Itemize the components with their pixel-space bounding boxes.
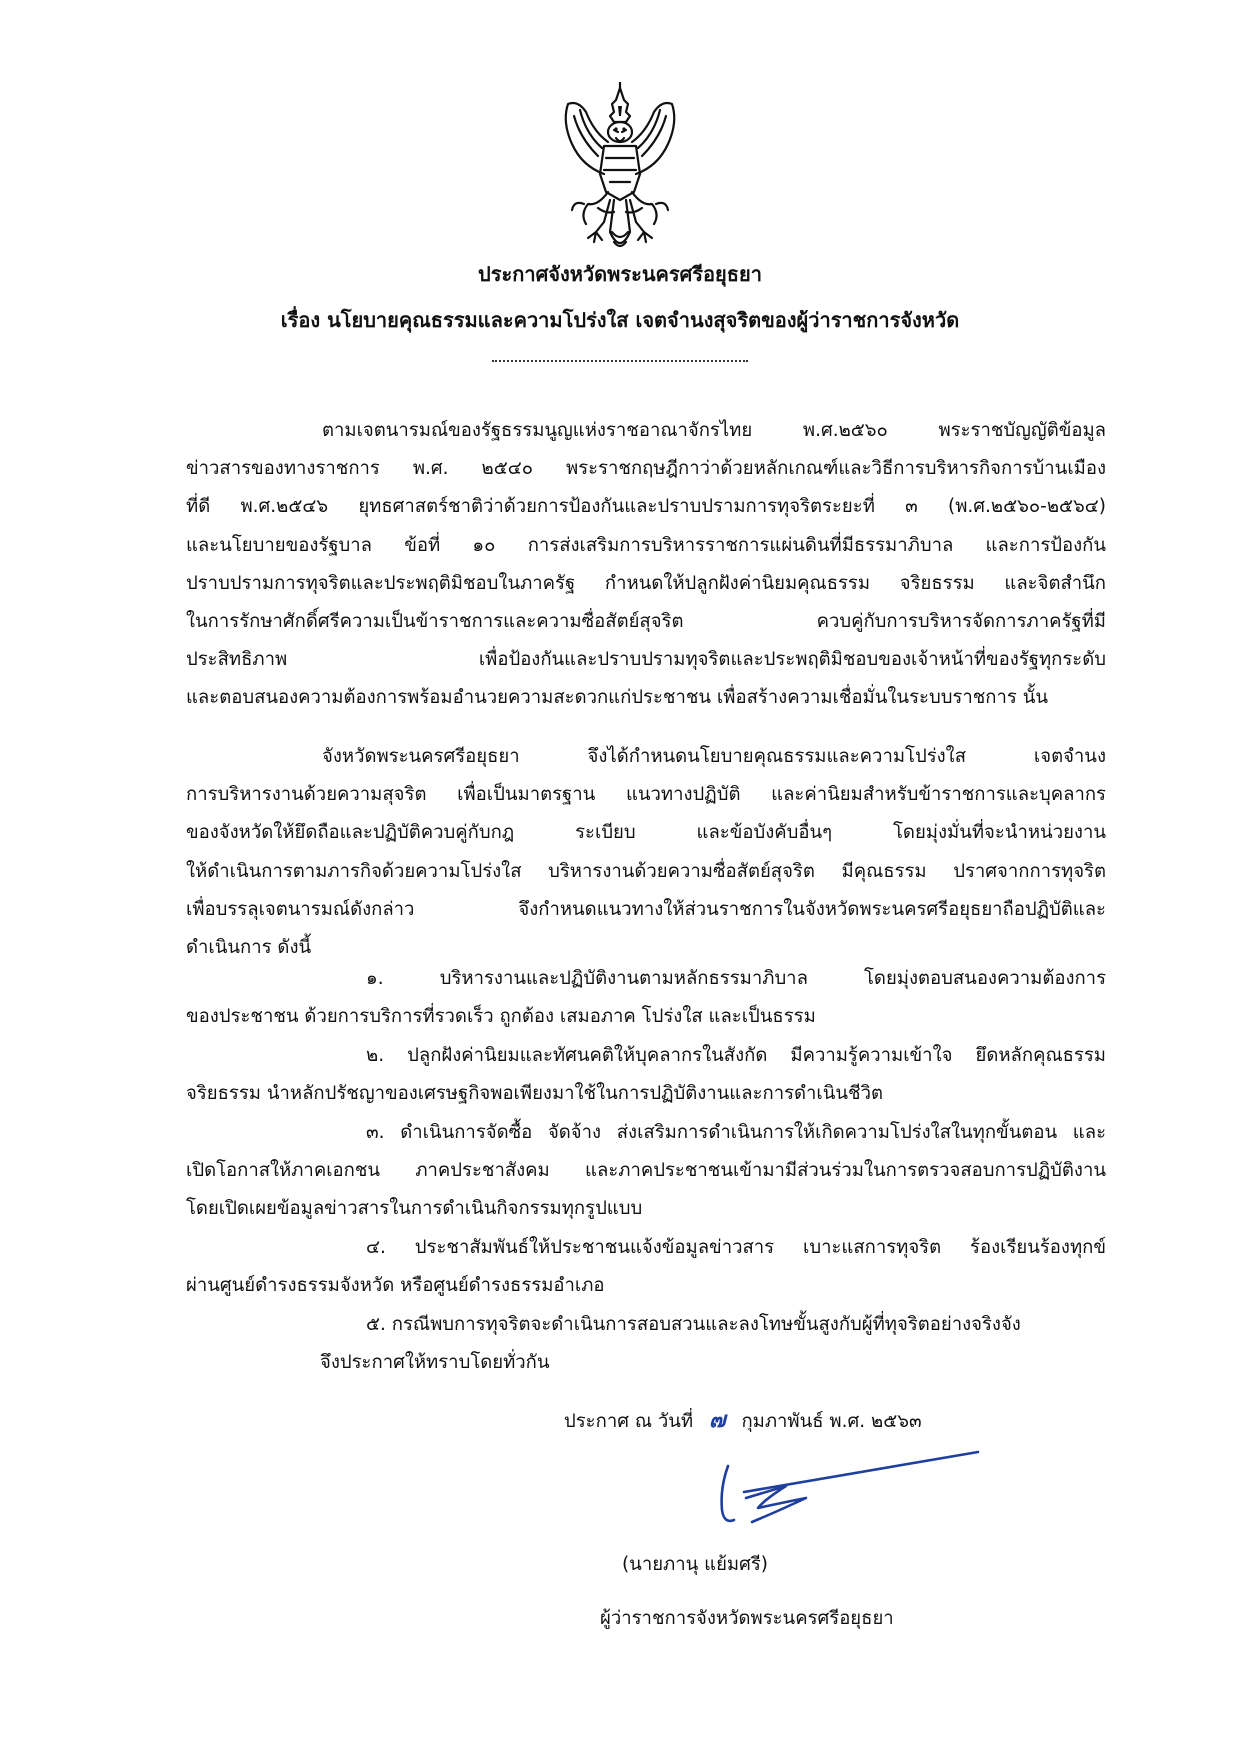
paragraph-line: การบริหารงานด้วยความสุจริต เพื่อเป็นมาตรฐาน แนวทางปฏิบัติ และค่านิยมสำหรับข้าราชการและบุคลากร [186,784,1106,806]
closing-statement: จึงประกาศให้ทราบโดยทั่วกัน [320,1352,550,1373]
paragraph-1 [186,412,1106,718]
paragraph-line: ข่าวสารของทางราชการ พ.ศ. ๒๕๔๐ พระราชกฤษฎีกาว่าด้วยหลักเกณฑ์และวิธีการบริหารกิจการบ้านเมือง [186,458,1106,480]
list-item [186,1229,1106,1306]
paragraph-line: จังหวัดพระนครศรีอยุธยา จึงได้กำหนดนโยบายคุณธรรมและความโปร่งใส เจตจำนง [322,746,1106,767]
paragraph-line: ดำเนินการ ดังนี้ [186,936,312,958]
list-item-line: ของประชาชน ด้วยการบริการที่รวดเร็ว ถูกต้อง เสมอภาค โปร่งใส และเป็นธรรม [186,1006,816,1028]
list-item-line: โดยเปิดเผยข้อมูลข่าวสารในการดำเนินกิจกรรมทุกรูปแบบ [186,1198,643,1220]
dateline-suffix: กุมภาพันธ์ พ.ศ. ๒๕๖๓ [741,1411,922,1432]
paragraph-line: ในการรักษาศักดิ์ศรีความเป็นข้าราชการและความซื่อสัตย์สุจริต ควบคู่กับการบริหารจัดการภาครัฐที่มี [186,610,1106,632]
dateline-prefix: ประกาศ ณ วันที่ [564,1411,694,1432]
dateline [564,1402,922,1437]
paragraph-line: และตอบสนองความต้องการพร้อมอำนวยความสะดวกแก่ประชาชน เพื่อสร้างความเชื่อมั่นในระบบราชการ นั้น [186,687,1049,709]
list-item-line: จริยธรรม นำหลักปรัชญาของเศรษฐกิจพอเพียงมาใช้ในการปฏิบัติงานและการดำเนินชีวิต [186,1083,884,1105]
list-item [186,1114,1106,1229]
dateline-day: ๗ [709,1407,726,1433]
paragraph-line: ที่ดี พ.ศ.๒๕๔๖ ยุทธศาสตร์ชาติว่าด้วยการป้องกันและปราบปรามการทุจริตระยะที่ ๓ (พ.ศ.๒๕๖๐-๒๕๖๔) [186,496,1106,518]
list-item-line: ผ่านศูนย์ดำรงธรรมจังหวัด หรือศูนย์ดำรงธรรมอำเภอ [186,1275,605,1297]
list-item [186,1306,1106,1344]
paragraph-line: ให้ดำเนินการตามภารกิจด้วยความโปร่งใส บริหารงานด้วยความซื่อสัตย์สุจริต มีคุณธรรม ปราศจากการทุจริต [186,860,1106,882]
announcement-subject: เรื่อง นโยบายคุณธรรมและความโปร่งใส เจตจำนงสุจริตของผู้ว่าราชการจังหวัด [280,308,960,332]
announcement-title: ประกาศจังหวัดพระนครศรีอยุธยา [478,262,762,286]
handwritten-signature [716,1448,986,1538]
policy-list [186,960,1106,1344]
signatory-name: (นายภานุ แย้มศรี) [621,1554,769,1575]
list-item-line: ๒. ปลูกฝังค่านิยมและทัศนคติให้บุคลากรในสังกัด มีความรู้ความเข้าใจ ยึดหลักคุณธรรม [366,1044,1106,1066]
list-item-line: ๑. บริหารงานและปฏิบัติงานตามหลักธรรมาภิบาล โดยมุ่งตอบสนองความต้องการ [366,968,1106,989]
list-item [186,960,1106,1037]
paragraph-2 [186,738,1106,967]
list-item [186,1037,1106,1114]
list-item-line: ๔. ประชาสัมพันธ์ให้ประชาชนแจ้งข้อมูลข่าวสาร เบาะแสการทุจริต ร้องเรียนร้องทุกข์ [366,1236,1106,1258]
list-item-line: เปิดโอกาสให้ภาคเอกชน ภาคประชาสังคม และภาคประชาชนเข้ามามีส่วนร่วมในการตรวจสอบการปฏิบัติงาน [186,1159,1106,1181]
list-item-line: ๕. กรณีพบการทุจริตจะดำเนินการสอบสวนและลงโทษขั้นสูงกับผู้ที่ทุจริตอย่างจริงจัง [366,1313,1021,1335]
paragraph-line: ประสิทธิภาพ เพื่อป้องกันและปราบปรามทุจริตและประพฤติมิชอบของเจ้าหน้าที่ของรัฐทุกระดับ [186,649,1106,671]
paragraph-line: ตามเจตนารมณ์ของรัฐธรรมนูญแห่งราชอาณาจักรไทย พ.ศ.๒๕๖๐ พระราชบัญญัติข้อมูล [322,420,1106,441]
list-item-line: ๓. ดำเนินการจัดซื้อ จัดจ้าง ส่งเสริมการดำเนินการให้เกิดความโปร่งใสในทุกขั้นตอน และ [366,1121,1106,1143]
garuda-emblem-icon [558,82,682,262]
signatory-position: ผู้ว่าราชการจังหวัดพระนครศรีอยุธยา [600,1608,894,1629]
paragraph-line: ปราบปรามการทุจริตและประพฤติมิชอบในภาครัฐ กำหนดให้ปลูกฝังค่านิยมคุณธรรม จริยธรรม และจิตสำนึก [186,572,1106,594]
paragraph-line: เพื่อบรรลุเจตนารมณ์ดังกล่าว จึงกำหนดแนวทางให้ส่วนราชการในจังหวัดพระนครศรีอยุธยาถือปฏิบัติและ [186,898,1106,920]
paragraph-line: ของจังหวัดให้ยึดถือและปฏิบัติควบคู่กับกฎ ระเบียบ และข้อบังคับอื่นๆ โดยมุ่งมั่นที่จะนำหน่วยงาน [186,822,1106,844]
separator-line [492,360,748,362]
paragraph-line: และนโยบายของรัฐบาล ข้อที่ ๑๐ การส่งเสริมการบริหารราชการแผ่นดินที่มีธรรมาภิบาล และการป้องกัน [186,534,1106,556]
